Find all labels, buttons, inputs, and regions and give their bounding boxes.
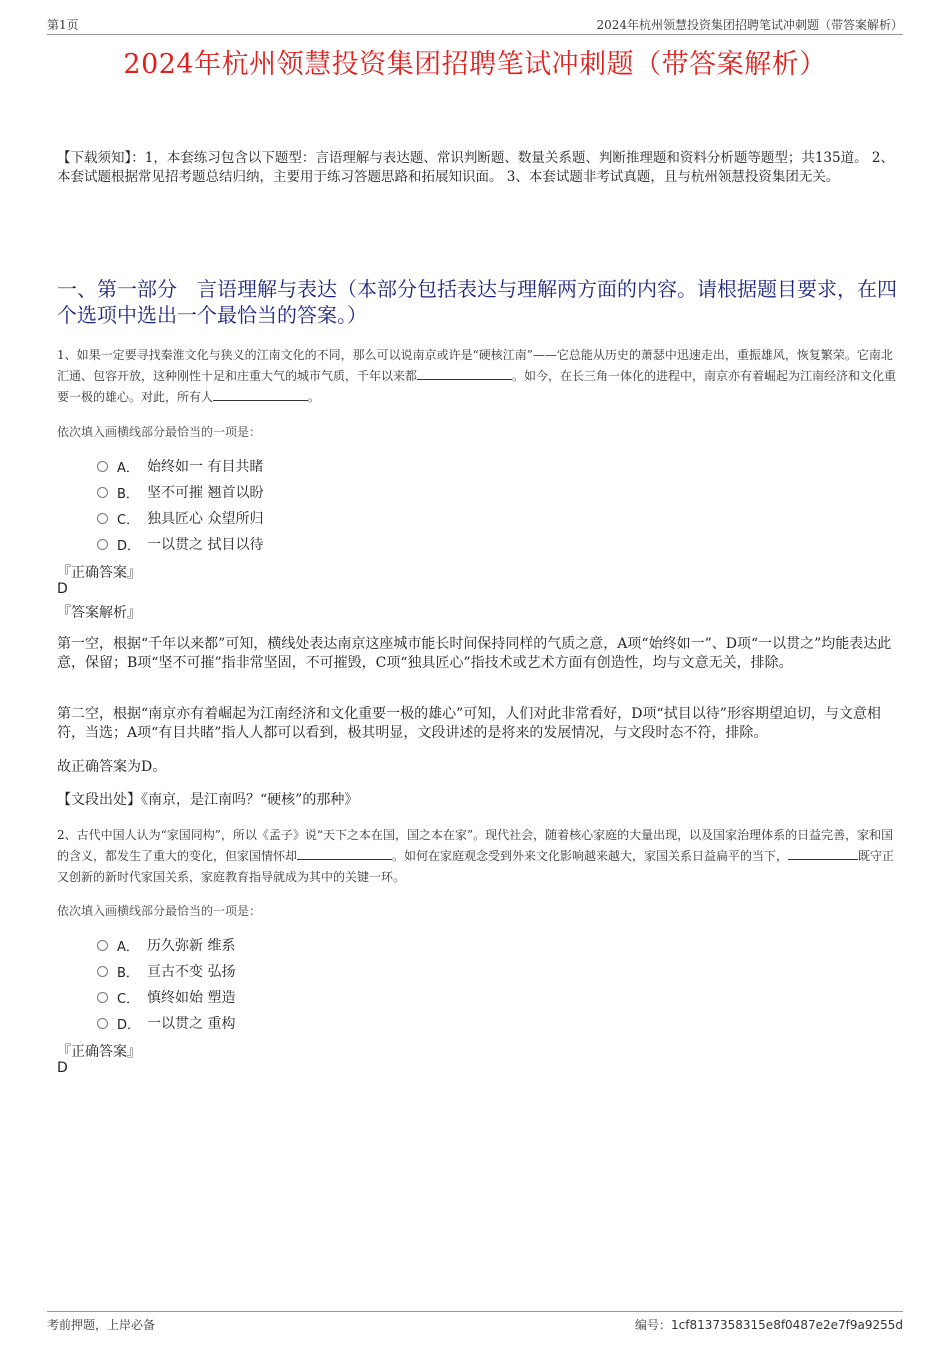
page-number: 第1页 xyxy=(47,18,79,32)
radio-icon[interactable] xyxy=(97,966,108,977)
q1-option-b[interactable]: B． 坚不可摧 翘首以盼 xyxy=(97,482,263,502)
document-title: 2024年杭州领慧投资集团招聘笔试冲刺题（带答案解析） xyxy=(123,49,827,80)
fill-blank xyxy=(297,847,392,860)
q2-option-c[interactable]: C． 慎终如始 塑造 xyxy=(97,987,235,1007)
q1-conclusion: 故正确答案为D。 xyxy=(57,759,167,775)
radio-icon[interactable] xyxy=(97,513,108,524)
radio-icon[interactable] xyxy=(97,539,108,550)
radio-icon[interactable] xyxy=(97,992,108,1003)
question-2-prompt: 依次填入画横线部分最恰当的一项是： xyxy=(57,904,262,918)
question-2-text: 2、古代中国人认为“家国同构”，所以《孟子》说“天下之本在国，国之本在家”。现代社会，随着核心家庭的大量出现，以及国家治理体系的日益完善，家和国的含义，都发生了重大的变化，但家国情怀却 。如何在家庭观念受到外来文化影响越来越大，家国关系日益扁平的当下， 既守正又创新的新时代家国关系，家庭教育指导就成为其中的关键一环。 xyxy=(57,828,895,884)
radio-icon[interactable] xyxy=(97,1018,108,1029)
fill-blank xyxy=(788,847,858,860)
q1-source: 【文段出处】《南京，是江南吗？“硬核”的那种》 xyxy=(57,792,359,808)
q2-answer: D xyxy=(57,1060,68,1076)
fill-blank xyxy=(417,367,512,380)
q2-option-b[interactable]: B． 亘古不变 弘扬 xyxy=(97,961,235,981)
q1-option-c[interactable]: C． 独具匠心 众望所归 xyxy=(97,508,263,528)
radio-icon[interactable] xyxy=(97,461,108,472)
q1-option-a[interactable]: A． 始终如一 有目共睹 xyxy=(97,456,263,476)
radio-icon[interactable] xyxy=(97,487,108,498)
footer-code: 编号：1cf8137358315e8f0487e2e7f9a9255d xyxy=(634,1318,903,1332)
page-header xyxy=(47,14,903,35)
q1-analysis-paragraph-1: 第一空，根据“千年以来都”可知，横线处表达南京这座城市能长时间保持同样的气质之意，A项“始终如一”、D项“一以贯之”均能表达此意，保留；B项“坚不可摧”指非常坚固，不可摧毁，C项“独具匠心”指技术或艺术方面有创造性，均与文意无关，排除。 xyxy=(57,636,892,671)
question-1-text: 1、如果一定要寻找秦淮文化与狭义的江南文化的不同，那么可以说南京或许是“硬核江南”——它总能从历史的萧瑟中迅速走出，重振雄风，恢复繁荣。它南北汇通、包容开放，这种刚性十足和庄重大气的城市气质，千年以来都 。如今，在长三角一体化的进程中，南京亦有着崛起为江南经济和文化重要一极的雄心。对此，所有人 。 xyxy=(57,348,897,404)
q1-analysis-label: 『答案解析』 xyxy=(57,605,141,621)
question-1-prompt: 依次填入画横线部分最恰当的一项是： xyxy=(57,425,262,439)
section-heading: 一、第一部分 言语理解与表达（本部分包括表达与理解两方面的内容。请根据题目要求，在四个选项中选出一个最恰当的答案。） xyxy=(57,277,897,327)
q1-answer-label: 『正确答案』 xyxy=(57,565,141,581)
radio-icon[interactable] xyxy=(97,940,108,951)
q1-analysis-paragraph-2: 第二空，根据“南京亦有着崛起为江南经济和文化重要一极的雄心”可知，人们对此非常看好，D项“拭目以待”形容期望迫切，与文意相符，当选；A项“有目共睹”指人人都可以看到，极其明显，文段讲述的是将来的发展情况，与文段时态不符，排除。 xyxy=(57,706,881,741)
q2-option-d[interactable]: D． 一以贯之 重构 xyxy=(97,1013,235,1033)
header-doc-title: 2024年杭州领慧投资集团招聘笔试冲刺题（带答案解析） xyxy=(596,18,903,32)
page-footer xyxy=(47,1311,903,1336)
q1-option-d[interactable]: D． 一以贯之 拭目以待 xyxy=(97,534,263,554)
download-notice: 【下载须知】：1，本套练习包含以下题型：言语理解与表达题、常识判断题、数量关系题、判断推理题和资料分析题等题型；共135道。 2、本套试题根据常见招考题总结归纳，主要用于练习答题思路和拓展知识面。 3、本套试题非考试真题，且与杭州领慧投资集团无关。 xyxy=(57,150,894,185)
q2-answer-label: 『正确答案』 xyxy=(57,1044,141,1060)
footer-slogan: 考前押题，上岸必备 xyxy=(47,1318,156,1332)
q1-answer: D xyxy=(57,581,68,597)
q2-option-a[interactable]: A． 历久弥新 维系 xyxy=(97,935,235,955)
fill-blank xyxy=(213,388,308,401)
